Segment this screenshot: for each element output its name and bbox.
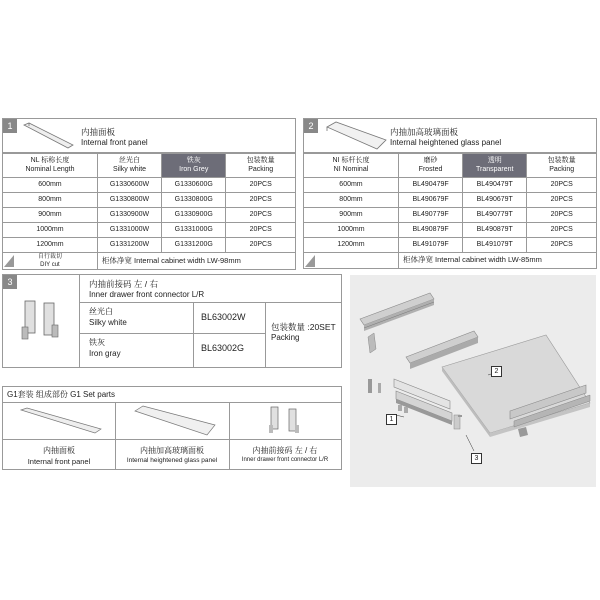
table-row: 900mm BL490779F BL490779T 20PCS xyxy=(304,208,597,223)
section-3 xyxy=(2,274,342,368)
part-3-en: Inner drawer front connector L/R xyxy=(241,457,329,463)
part-1-cn: 内抽面板 xyxy=(43,446,75,455)
callout-2: 2 xyxy=(491,366,502,377)
section-1-title-cn: 内抽面板 xyxy=(81,127,116,137)
section-1-title-en: Internal front panel xyxy=(81,138,148,147)
table-row: 900mm G1330900W G1330900G 20PCS xyxy=(3,208,296,223)
table-row: 1200mm G1331200W G1331200G 20PCS xyxy=(3,238,296,253)
table-row: 600mm BL490479F BL490479T 20PCS xyxy=(304,178,597,193)
section-1-table xyxy=(2,153,296,270)
s2-header-packing: 包装数量 Packing xyxy=(527,154,597,178)
s1-header-iron: 铁灰 Iron Grey xyxy=(162,154,226,178)
set-parts xyxy=(2,386,342,470)
cut-corner-icon xyxy=(305,255,315,267)
s2-header-length: NI 标杆长度 NI Nominal xyxy=(304,154,399,178)
part-1-en: Internal front panel xyxy=(27,457,91,466)
s3-packing-cn: 包装数量 :20SET xyxy=(271,322,336,332)
s2-header-frosted: 磨砂 Frosted xyxy=(398,154,462,178)
section-3-subtitle: Inner drawer front connector L/R xyxy=(89,290,205,299)
section-1-number: 1 xyxy=(3,119,17,133)
s1-header-silky: 丝光白 Silky white xyxy=(97,154,161,178)
section-1-header xyxy=(2,118,296,153)
table-row: 800mm G1330800W G1330800G 20PCS xyxy=(3,193,296,208)
table-row: 600mm G1330600W G1330600G 20PCS xyxy=(3,178,296,193)
table-row: 1200mm BL491079F BL491079T 20PCS xyxy=(304,238,597,253)
s2-header-transparent: 透明 Transparent xyxy=(463,154,527,178)
section-2-table xyxy=(303,153,597,269)
s3-silky-code: BL63002W xyxy=(201,312,246,322)
section-2-title-cn: 内抽加高玻璃面板 xyxy=(390,127,459,137)
set-parts-title: G1套装 组成部份 G1 Set parts xyxy=(7,390,116,399)
part-3-cn: 内抽前接码 左 / 右 xyxy=(252,446,318,455)
section-3-number: 3 xyxy=(3,275,17,289)
callout-3: 3 xyxy=(471,453,482,464)
s3-silky-en: Silky white xyxy=(89,318,127,327)
connector-icon xyxy=(19,297,63,347)
table-row: 1000mm BL490879F BL490879T 20PCS xyxy=(304,223,597,238)
s3-silky-cn: 丝光白 xyxy=(89,307,113,316)
s1-header-length: NL 标称长度 Nominal Length xyxy=(3,154,98,178)
callout-1: 1 xyxy=(386,414,397,425)
section-3-title: 内抽前接码 左 / 右 xyxy=(89,279,158,289)
s1-header-packing: 包装数量 Packing xyxy=(226,154,296,178)
table-row: 800mm BL490679F BL490679T 20PCS xyxy=(304,193,597,208)
s3-iron-cn: 铁灰 xyxy=(89,338,105,347)
s2-footer-note: 柜体净宽 Internal cabinet width LW-85mm xyxy=(398,253,596,269)
cut-corner-icon xyxy=(4,255,14,267)
glass-panel-icon xyxy=(133,405,217,437)
section-2-number: 2 xyxy=(304,119,318,133)
connector-icon xyxy=(267,405,307,437)
assembly-diagram xyxy=(350,275,596,487)
s2-blank-cut xyxy=(304,253,399,269)
table-row: 1000mm G1331000W G1331000G 20PCS xyxy=(3,223,296,238)
section-2-header xyxy=(303,118,597,153)
part-2-en: Internal heightened glass panel xyxy=(126,457,218,464)
s3-iron-code: BL63002G xyxy=(201,343,245,353)
s3-packing-en: Packing xyxy=(271,333,300,342)
glass-panel-icon xyxy=(324,121,388,151)
section-2-title-en: Internal heightened glass panel xyxy=(390,138,502,147)
s1-footer-note: 柜体净宽 Internal cabinet width LW-98mm xyxy=(97,253,295,270)
front-panel-icon xyxy=(19,407,103,435)
part-2-cn: 内抽加高玻璃面板 xyxy=(140,446,204,455)
front-panel-icon xyxy=(21,121,77,151)
s1-diy-cut: 自行裁切 DIY cut xyxy=(3,253,98,270)
s3-iron-en: Iron gray xyxy=(89,349,121,358)
